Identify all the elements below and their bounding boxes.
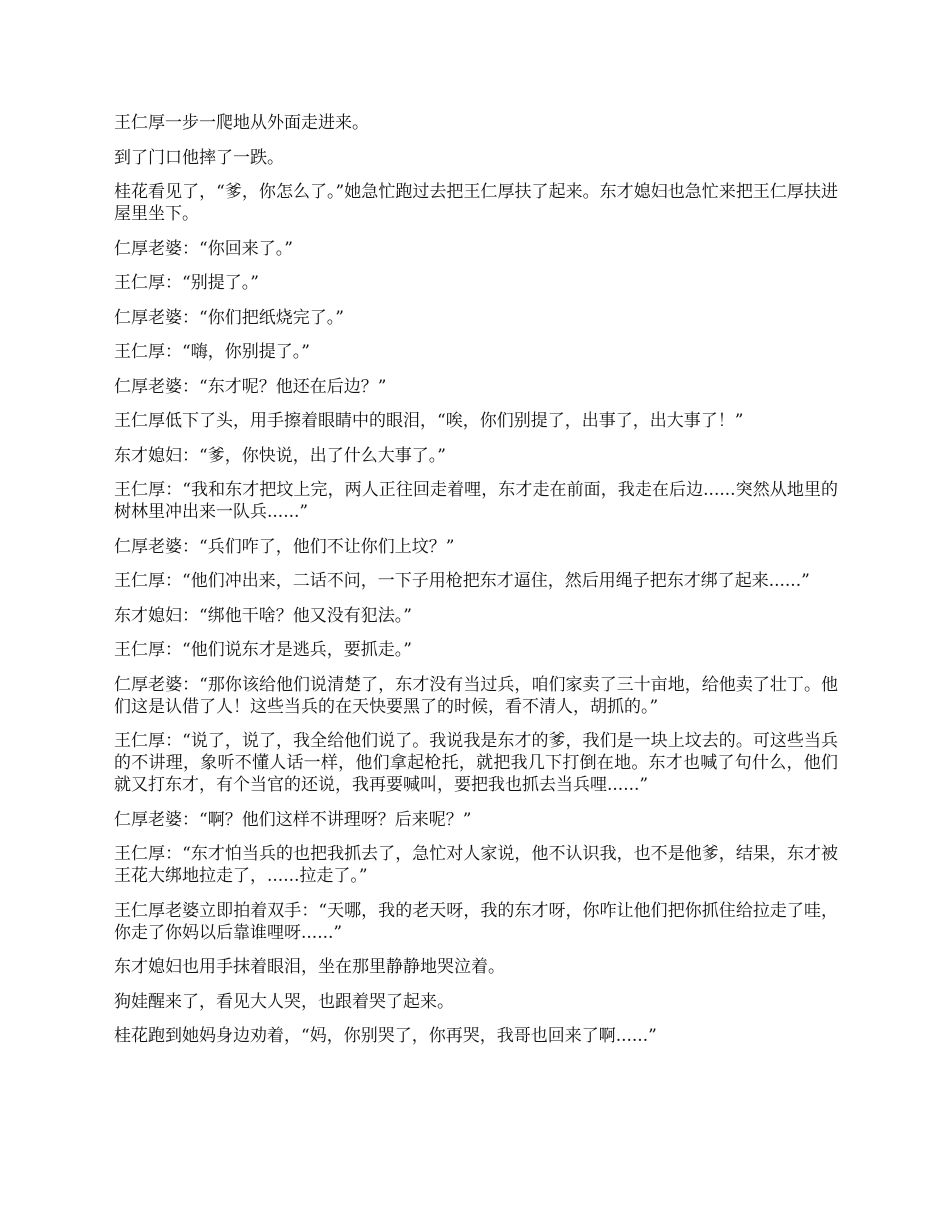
paragraph: 东才媳妇：“爹，你快说，出了什么大事了。” <box>114 445 446 466</box>
paragraph: 狗娃醒来了，看见大人哭，也跟着哭了起来。 <box>114 991 454 1012</box>
paragraph: 仁厚老婆：“东才呢？他还在后边？” <box>114 376 387 397</box>
paragraph: 仁厚老婆：“那你该给他们说清楚了，东才没有当过兵，咱们家卖了三十亩地，给他卖了壮丁。他们这是认借了人！这些当兵的在天快要黑了的时候，看不清人，胡抓的。” <box>114 674 838 717</box>
paragraph: 到了门口他摔了一跌。 <box>114 147 284 168</box>
paragraph: 东才媳妇也用手抹着眼泪，坐在那里静静地哭泣着。 <box>114 957 505 977</box>
paragraph: 王仁厚：“我和东才把坟上完，两人正往回走着哩，东才走在前面，我走在后边......突然从地里的树林里冲出来一队兵......” <box>114 480 838 522</box>
paragraph: 仁厚老婆：“啊？他们这样不讲理呀？后来呢？” <box>114 809 472 830</box>
paragraph: 王仁厚：“他们说东才是逃兵，要抓走。” <box>114 640 412 660</box>
paragraph: 王仁厚：“他们冲出来，二话不问，一下子用枪把东才逼住，然后用绳子把东才绑了起来......” <box>114 571 810 591</box>
paragraph: 仁厚老婆：“你们把纸烧完了。” <box>114 307 344 328</box>
paragraph: 桂花跑到她妈身边劝着，“妈，你别哭了，你再哭，我哥也回来了啊......” <box>114 1026 657 1046</box>
paragraph: 王仁厚：“别提了。” <box>114 273 259 293</box>
paragraph: 仁厚老婆：“你回来了。” <box>114 238 293 259</box>
paragraph: 东才媳妇：“绑他干啥？他又没有犯法。” <box>114 605 412 626</box>
paragraph: 王仁厚一步一爬地从外面走进来。 <box>114 113 369 133</box>
document-body <box>114 112 838 1060</box>
paragraph: 仁厚老婆：“兵们咋了，他们不让你们上坟？” <box>114 536 455 557</box>
paragraph: 王仁厚：“嗨，你别提了。” <box>114 342 310 362</box>
paragraph: 王仁厚老婆立即拍着双手：“天哪，我的老天呀，我的东才呀，你咋让他们把你抓住给拉走了哇，你走了你妈以后靠谁哩呀......” <box>114 900 838 943</box>
paragraph: 王仁厚：“东才怕当兵的也把我抓去了，急忙对人家说，他不认识我，也不是他爹，结果，东才被王花大绑地拉走了，......拉走了。” <box>114 844 838 886</box>
paragraph: 桂花看见了，“爹，你怎么了。”她急忙跑过去把王仁厚扶了起来。东才媳妇也急忙来把王仁厚扶进屋里坐下。 <box>114 182 838 224</box>
paragraph: 王仁厚：“说了，说了，我全给他们说了。我说我是东才的爹，我们是一块上坟去的。可这些当兵的不讲理，象听不懂人话一样，他们拿起枪托，就把我几下打倒在地。东才也喊了句什么，他们就又打东才，有个当官的还说，我再要喊叫，要把我也抓去当兵哩......” <box>114 731 838 795</box>
paragraph: 王仁厚低下了头，用手擦着眼睛中的眼泪，“唉，你们别提了，出事了，出大事了！” <box>114 411 744 431</box>
